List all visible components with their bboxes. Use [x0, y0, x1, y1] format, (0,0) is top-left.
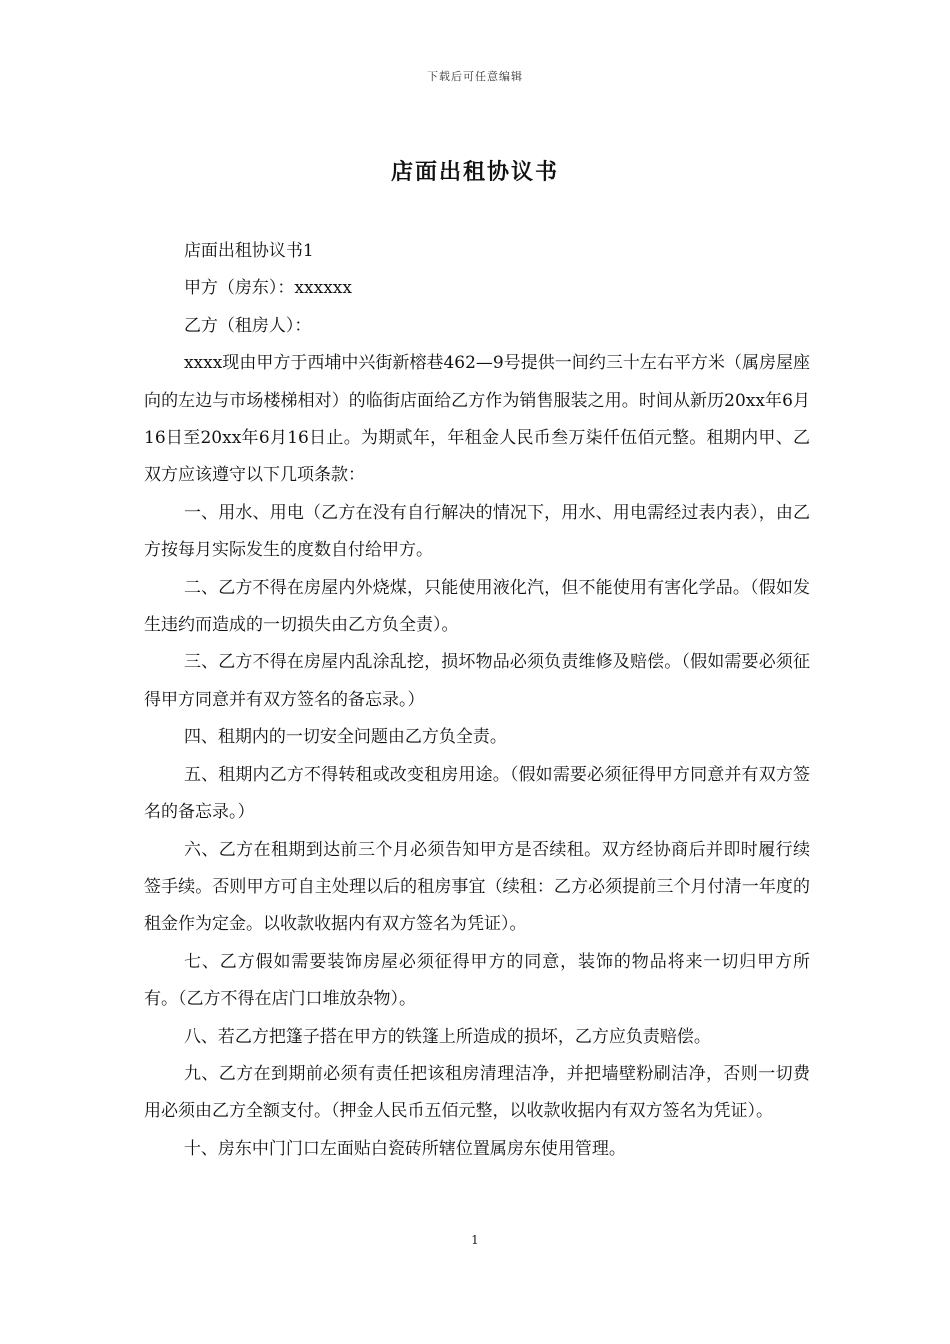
clause-2: 二、乙方不得在房屋内外烧煤，只能使用液化汽，但不能使用有害化学品。（假如发生违约而造成的一切损失由乙方负全责）。 [144, 577, 810, 636]
paragraph-party-b: 乙方（租房人）： [183, 315, 312, 336]
paragraph-party-a: 甲方（房东）：xxxxxx [183, 278, 352, 299]
clause-6: 六、乙方在租期到达前三个月必须告知甲方是否续租。双方经协商后并即时履行续签手续。否则甲方可自主处理以后的租房事宜（续租：乙方必须提前三个月付清一年度的租金作为定金。以收款收据内有双方签名为凭证）。 [144, 839, 810, 935]
clause-7: 七、乙方假如需要装饰房屋必须征得甲方的同意，装饰的物品将来一切归甲方所有。（乙方不得在店门口堆放杂物）。 [144, 951, 810, 1010]
page-number: 1 [471, 1233, 479, 1247]
clause-3: 三、乙方不得在房屋内乱涂乱挖，损坏物品必须负责维修及赔偿。（假如需要必须征得甲方同意并有双方签名的备忘录。） [144, 652, 810, 710]
paragraph-heading: 店面出租协议书1 [183, 241, 314, 261]
clause-9: 九、乙方在到期前必须有责任把该租房清理洁净，并把墙壁粉刷洁净，否则一切费用必须由乙方全额支付。（押金人民币五佰元整，以收款收据内有双方签名为凭证）。 [144, 1063, 810, 1122]
clause-10: 十、房东中门门口左面贴白瓷砖所辖位置属房东使用管理。 [183, 1138, 626, 1159]
clause-1: 一、用水、用电（乙方在没有自行解决的情况下，用水、用电需经过表内表），由乙方按每月实际发生的度数自付给甲方。 [144, 502, 810, 561]
clause-5: 五、租期内乙方不得转租或改变租房用途。（假如需要必须征得甲方同意并有双方签名的备忘录。） [144, 764, 810, 823]
header-note: 下载后可任意编辑 [427, 70, 523, 83]
paragraph-intro: xxxx现由甲方于西埔中兴街新榕巷462—9号提供一间约三十左右平方米（属房屋座向的左边与市场楼梯相对）的临街店面给乙方作为销售服装之用。时间从新历20xx年6月16日至20xx年6月16日止。为期贰年，年租金人民币叁万柒仟伍佰元整。租期内甲、乙双方应该遵守以下几项条款： [144, 353, 810, 486]
document-title: 店面出租协议书 [390, 159, 559, 185]
clause-4: 四、租期内的一切安全问题由乙方负全责。 [183, 727, 507, 748]
document-body [144, 233, 810, 1168]
clause-8: 八、若乙方把篷子搭在甲方的铁篷上所造成的损坏，乙方应负责赔偿。 [183, 1026, 711, 1047]
